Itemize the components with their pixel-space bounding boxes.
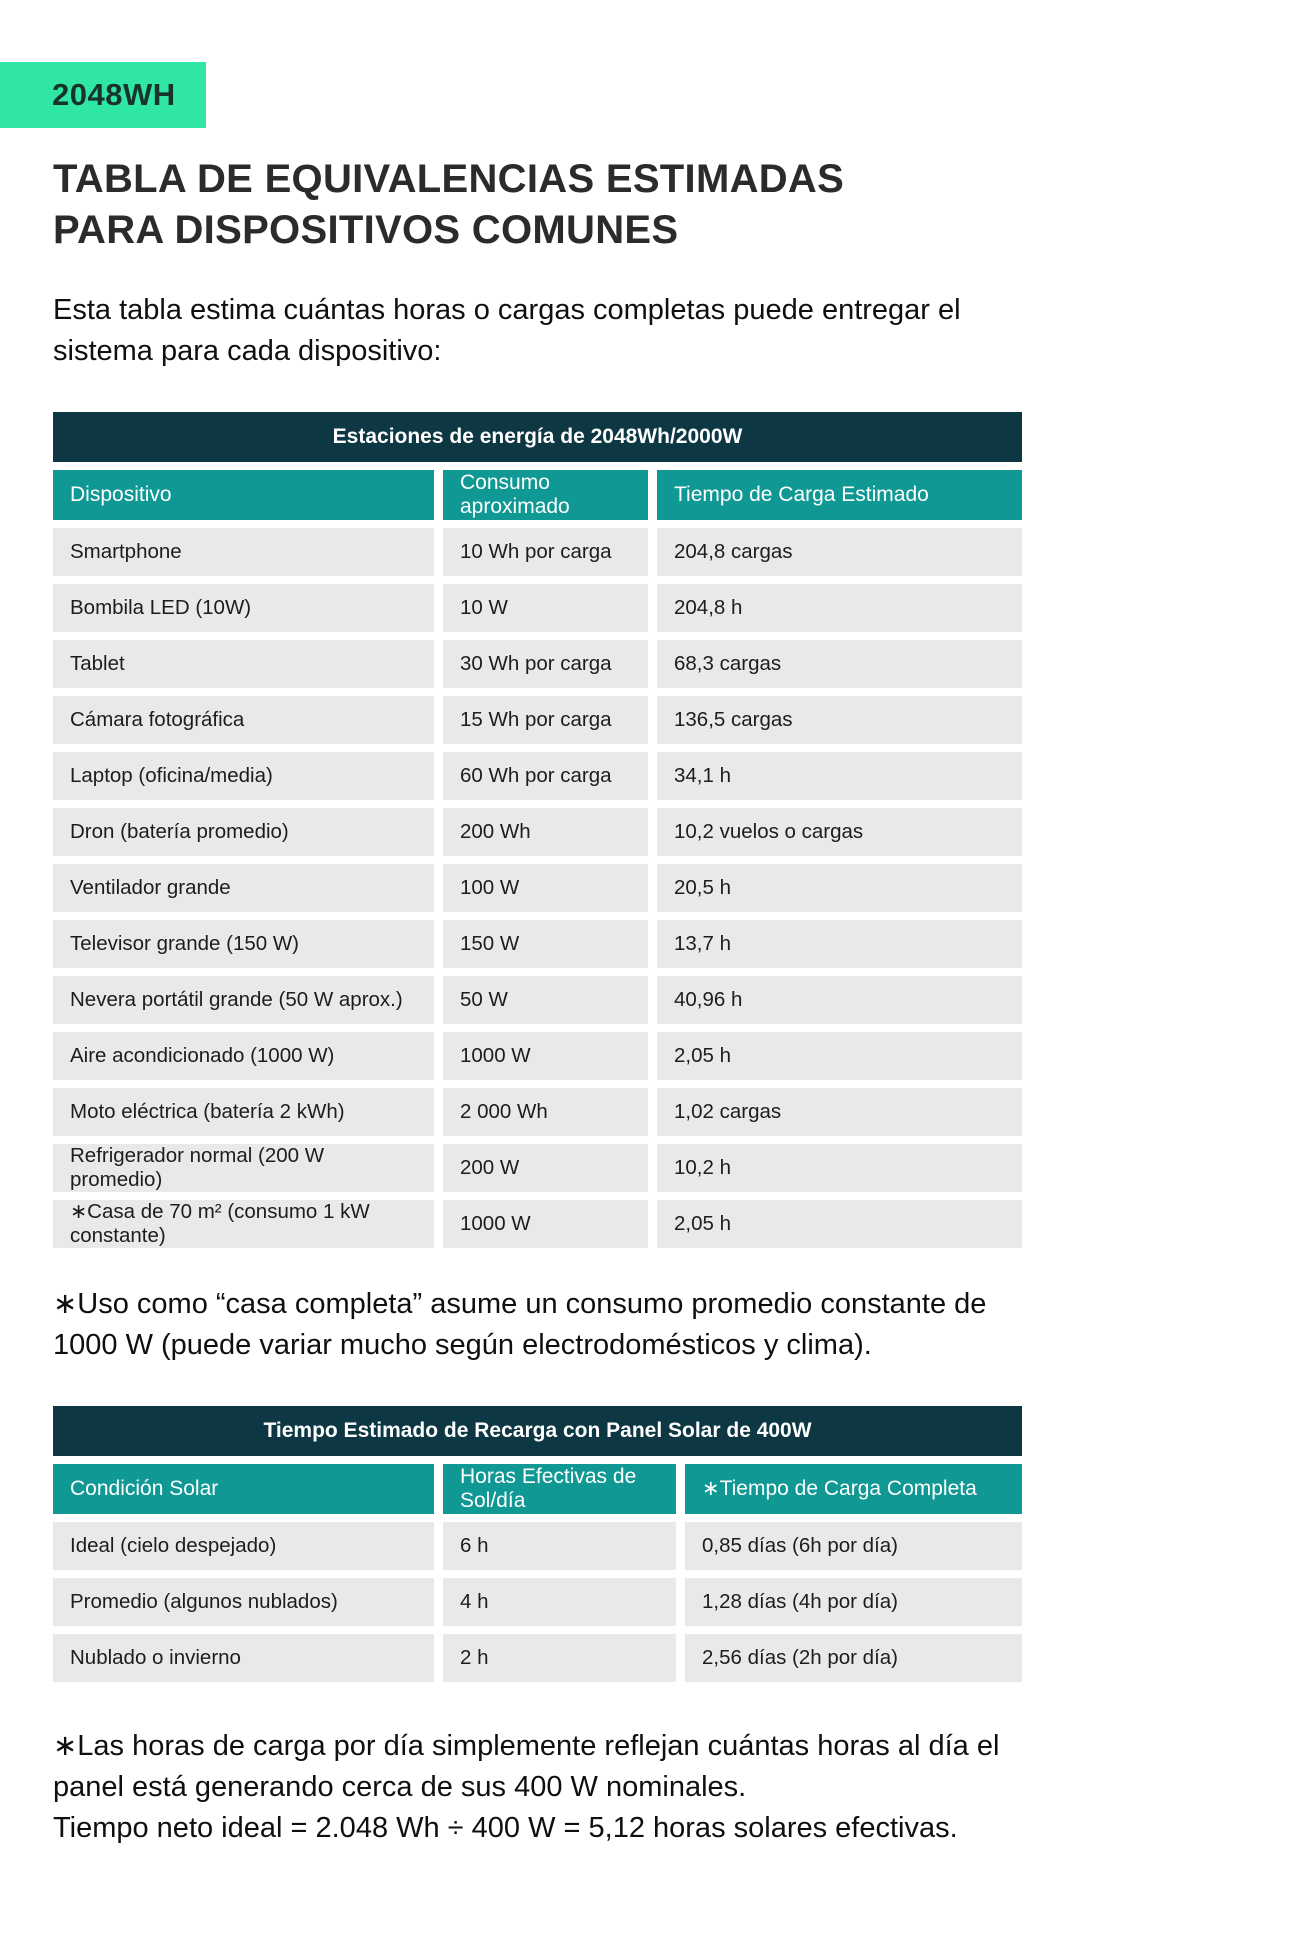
table-cell: Bombila LED (10W): [53, 584, 434, 632]
column-header-tiempo-completa: ∗Tiempo de Carga Completa: [685, 1464, 1022, 1514]
table-cell: 1,02 cargas: [657, 1088, 1022, 1136]
power-station-table-body: [53, 528, 1022, 1248]
table-cell: Televisor grande (150 W): [53, 920, 434, 968]
table-row: [53, 528, 1022, 576]
table-cell: 1,28 días (4h por día): [685, 1578, 1022, 1626]
intro-paragraph: Esta tabla estima cuántas horas o cargas completas puede entregar el sistema para cada dispositivo:: [53, 294, 961, 367]
table-cell: Ventilador grande: [53, 864, 434, 912]
table-cell: Ideal (cielo despejado): [53, 1522, 434, 1570]
table-cell: 204,8 cargas: [657, 528, 1022, 576]
table-cell: Moto eléctrica (batería 2 kWh): [53, 1088, 434, 1136]
table-cell: Tablet: [53, 640, 434, 688]
page-content: [53, 154, 1022, 1849]
table-cell: 15 Wh por carga: [443, 696, 648, 744]
table-cell: 200 W: [443, 1144, 648, 1192]
table-cell: Nublado o invierno: [53, 1634, 434, 1682]
table-cell: 1000 W: [443, 1200, 648, 1248]
table-cell: Promedio (algunos nublados): [53, 1578, 434, 1626]
table-row: [53, 1144, 1022, 1192]
capacity-badge-label: 2048WH: [52, 77, 176, 112]
power-station-table-header: [53, 470, 1022, 520]
footnote-house-usage: ∗Uso como “casa completa” asume un consumo promedio constante de 1000 W (puede variar mucho según electrodomésticos y clima).: [53, 1287, 987, 1361]
page-title: [53, 154, 1022, 256]
table-cell: Laptop (oficina/media): [53, 752, 434, 800]
table-row: [53, 1522, 1022, 1570]
page-title-line-2: PARA DISPOSITIVOS COMUNES: [53, 208, 679, 253]
table-cell: Smartphone: [53, 528, 434, 576]
column-header-consumo: Consumo aproximado: [443, 470, 648, 520]
table-cell: 13,7 h: [657, 920, 1022, 968]
footnote-solar-hours-text: ∗Las horas de carga por día simplemente reflejan cuántas horas al día el panel está generando cerca de sus 400 W nominales.: [53, 1729, 1000, 1804]
table-cell: ∗Casa de 70 m² (consumo 1 kW constante): [53, 1200, 434, 1248]
table-row: [53, 864, 1022, 912]
table-row: [53, 1634, 1022, 1682]
table-cell: 200 Wh: [443, 808, 648, 856]
table-cell: 20,5 h: [657, 864, 1022, 912]
table-cell: 10,2 vuelos o cargas: [657, 808, 1022, 856]
table-cell: 150 W: [443, 920, 648, 968]
table-cell: 2 000 Wh: [443, 1088, 648, 1136]
table-row: [53, 1088, 1022, 1136]
table-cell: 30 Wh por carga: [443, 640, 648, 688]
table-cell: 1000 W: [443, 1032, 648, 1080]
table-cell: Aire acondicionado (1000 W): [53, 1032, 434, 1080]
table-cell: 10 W: [443, 584, 648, 632]
table-row: [53, 584, 1022, 632]
table-cell: 50 W: [443, 976, 648, 1024]
table-row: [53, 696, 1022, 744]
table-cell: 100 W: [443, 864, 648, 912]
table-cell: Refrigerador normal (200 W promedio): [53, 1144, 434, 1192]
table-row: [53, 920, 1022, 968]
table-row: [53, 752, 1022, 800]
table-row: [53, 1200, 1022, 1248]
table-cell: 4 h: [443, 1578, 676, 1626]
capacity-badge: [0, 62, 206, 128]
table-cell: Cámara fotográfica: [53, 696, 434, 744]
table-cell: 2,05 h: [657, 1200, 1022, 1248]
table-cell: 2,56 días (2h por día): [685, 1634, 1022, 1682]
table-cell: Nevera portátil grande (50 W aprox.): [53, 976, 434, 1024]
table-cell: 10 Wh por carga: [443, 528, 648, 576]
column-header-horas-sol: Horas Efectivas de Sol/día: [443, 1464, 676, 1514]
table-cell: 68,3 cargas: [657, 640, 1022, 688]
footnote-solar-hours: [53, 1726, 1058, 1850]
footnote-solar-formula: Tiempo neto ideal = 2.048 Wh ÷ 400 W = 5,12 horas solares efectivas.: [53, 1812, 958, 1845]
table-row: [53, 808, 1022, 856]
solar-recharge-table-title: Tiempo Estimado de Recarga con Panel Solar de 400W: [53, 1406, 1022, 1456]
table-cell: 60 Wh por carga: [443, 752, 648, 800]
solar-recharge-table: [53, 1406, 1022, 1682]
table-cell: 10,2 h: [657, 1144, 1022, 1192]
table-row: [53, 1578, 1022, 1626]
table-cell: 204,8 h: [657, 584, 1022, 632]
table-cell: 34,1 h: [657, 752, 1022, 800]
table-cell: 2 h: [443, 1634, 676, 1682]
table-row: [53, 976, 1022, 1024]
table-row: [53, 640, 1022, 688]
table-cell: 40,96 h: [657, 976, 1022, 1024]
table-cell: 2,05 h: [657, 1032, 1022, 1080]
table-row: [53, 1032, 1022, 1080]
table-cell: 136,5 cargas: [657, 696, 1022, 744]
power-station-table-title: Estaciones de energía de 2048Wh/2000W: [53, 412, 1022, 462]
table-cell: 0,85 días (6h por día): [685, 1522, 1022, 1570]
page-title-line-1: TABLA DE EQUIVALENCIAS ESTIMADAS: [53, 157, 845, 201]
table-cell: 6 h: [443, 1522, 676, 1570]
column-header-tiempo-carga: Tiempo de Carga Estimado: [657, 470, 1022, 520]
solar-recharge-table-body: [53, 1522, 1022, 1682]
table-cell: Dron (batería promedio): [53, 808, 434, 856]
column-header-condicion-solar: Condición Solar: [53, 1464, 434, 1514]
solar-recharge-table-header: [53, 1464, 1022, 1514]
power-station-table: [53, 412, 1022, 1248]
column-header-dispositivo: Dispositivo: [53, 470, 434, 520]
